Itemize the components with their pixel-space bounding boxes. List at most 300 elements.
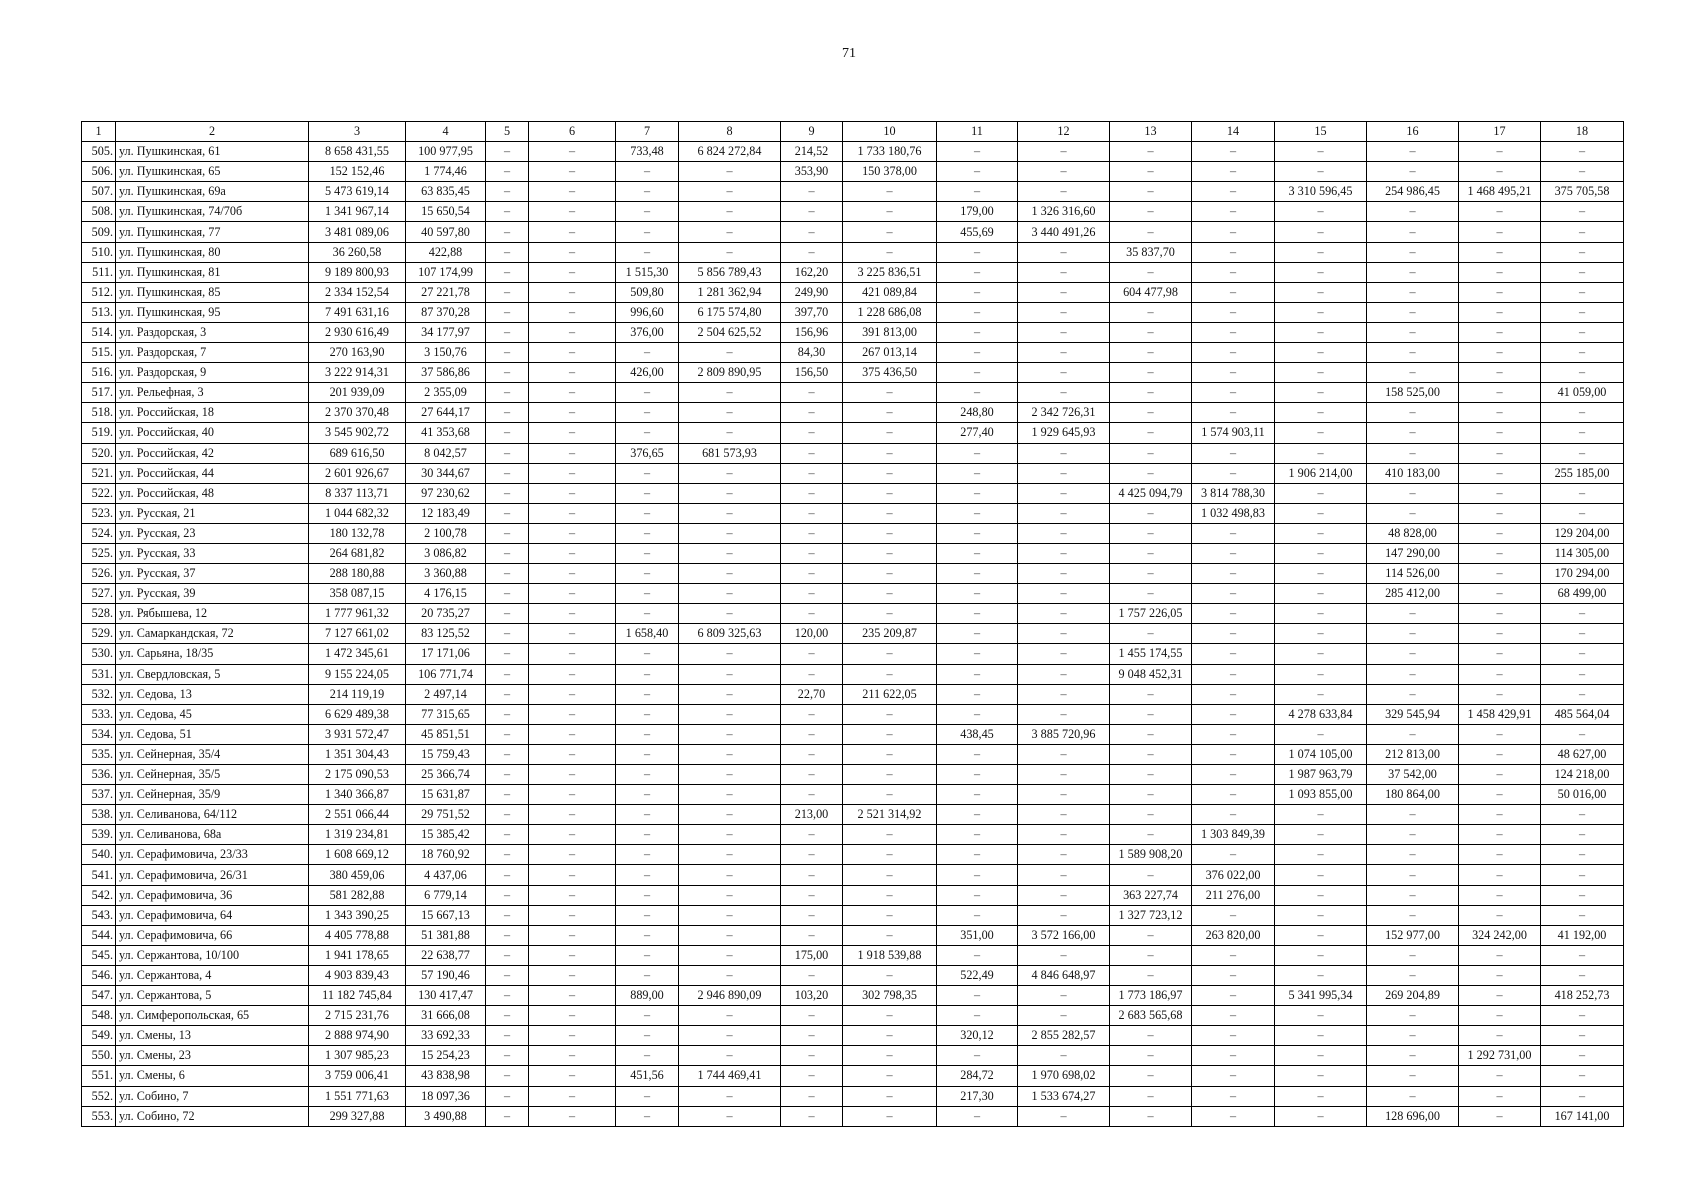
value-cell: – <box>1459 564 1541 584</box>
value-cell: – <box>1110 1046 1192 1066</box>
value-cell: – <box>1192 1006 1275 1026</box>
value-cell: – <box>1541 302 1624 322</box>
table-row <box>82 343 1624 363</box>
value-cell: – <box>1275 724 1367 744</box>
value-cell: – <box>1110 142 1192 162</box>
value-cell: – <box>1192 684 1275 704</box>
value-cell: – <box>781 704 843 724</box>
value-cell: – <box>1275 363 1367 383</box>
value-cell: – <box>937 162 1018 182</box>
value-cell: 3 481 089,06 <box>309 222 406 242</box>
table-row <box>82 463 1624 483</box>
value-cell: 1 327 723,12 <box>1110 905 1192 925</box>
value-cell: – <box>1275 443 1367 463</box>
value-cell: 41 059,00 <box>1541 383 1624 403</box>
address-cell: ул. Смены, 6 <box>116 1066 309 1086</box>
value-cell: – <box>529 363 616 383</box>
value-cell: – <box>1018 262 1110 282</box>
value-cell: – <box>616 403 679 423</box>
value-cell: 214 119,19 <box>309 684 406 704</box>
table-row <box>82 624 1624 644</box>
value-cell: – <box>529 765 616 785</box>
value-cell: 1 319 234,81 <box>309 825 406 845</box>
value-cell: 2 946 890,09 <box>679 986 781 1006</box>
column-header-10: 10 <box>843 122 937 142</box>
value-cell: – <box>1541 322 1624 342</box>
value-cell: – <box>1367 1026 1459 1046</box>
value-cell: – <box>616 1006 679 1026</box>
row-number-cell: 553. <box>82 1106 116 1126</box>
value-cell: – <box>1192 765 1275 785</box>
value-cell: 6 629 489,38 <box>309 704 406 724</box>
table-row <box>82 262 1624 282</box>
value-cell: 15 650,54 <box>406 202 486 222</box>
value-cell: 25 366,74 <box>406 765 486 785</box>
value-cell: – <box>1459 965 1541 985</box>
table-row <box>82 865 1624 885</box>
value-cell: 522,49 <box>937 965 1018 985</box>
value-cell: – <box>1367 443 1459 463</box>
value-cell: 363 227,74 <box>1110 885 1192 905</box>
value-cell: – <box>1018 242 1110 262</box>
value-cell: – <box>1018 142 1110 162</box>
value-cell: – <box>1275 1066 1367 1086</box>
row-number-cell: 545. <box>82 945 116 965</box>
value-cell: – <box>1459 684 1541 704</box>
value-cell: 8 042,57 <box>406 443 486 463</box>
value-cell: 124 218,00 <box>1541 765 1624 785</box>
value-cell: – <box>679 182 781 202</box>
value-cell: – <box>937 865 1018 885</box>
value-cell: 320,12 <box>937 1026 1018 1046</box>
value-cell: – <box>1541 644 1624 664</box>
value-cell: 3 360,88 <box>406 564 486 584</box>
value-cell: 3 931 572,47 <box>309 724 406 744</box>
value-cell: – <box>1275 322 1367 342</box>
table-row <box>82 965 1624 985</box>
table-row <box>82 785 1624 805</box>
table-row <box>82 925 1624 945</box>
value-cell: – <box>1110 503 1192 523</box>
row-number-cell: 537. <box>82 785 116 805</box>
value-cell: – <box>937 483 1018 503</box>
value-cell: – <box>1541 262 1624 282</box>
value-cell: – <box>679 845 781 865</box>
value-cell: – <box>1110 403 1192 423</box>
value-cell: 3 225 836,51 <box>843 262 937 282</box>
row-number-cell: 511. <box>82 262 116 282</box>
table-row <box>82 1066 1624 1086</box>
row-number-cell: 530. <box>82 644 116 664</box>
value-cell: 128 696,00 <box>1367 1106 1459 1126</box>
value-cell: – <box>529 423 616 443</box>
row-number-cell: 518. <box>82 403 116 423</box>
row-number-cell: 512. <box>82 282 116 302</box>
value-cell: – <box>679 664 781 684</box>
value-cell: – <box>1192 724 1275 744</box>
value-cell: – <box>1275 584 1367 604</box>
value-cell: – <box>679 724 781 744</box>
value-cell: 156,50 <box>781 363 843 383</box>
row-number-cell: 519. <box>82 423 116 443</box>
value-cell: – <box>1541 905 1624 925</box>
value-cell: 2 100,78 <box>406 523 486 543</box>
value-cell: 324 242,00 <box>1459 925 1541 945</box>
value-cell: 1 307 985,23 <box>309 1046 406 1066</box>
table-row <box>82 182 1624 202</box>
value-cell: 426,00 <box>616 363 679 383</box>
value-cell: 254 986,45 <box>1367 182 1459 202</box>
value-cell: – <box>1541 483 1624 503</box>
value-cell: – <box>616 805 679 825</box>
value-cell: – <box>529 805 616 825</box>
value-cell: – <box>937 584 1018 604</box>
value-cell: – <box>781 202 843 222</box>
row-number-cell: 523. <box>82 503 116 523</box>
value-cell: – <box>1459 1086 1541 1106</box>
value-cell: 12 183,49 <box>406 503 486 523</box>
value-cell: 87 370,28 <box>406 302 486 322</box>
value-cell: 9 189 800,93 <box>309 262 406 282</box>
value-cell: – <box>1541 343 1624 363</box>
value-cell: 248,80 <box>937 403 1018 423</box>
value-cell: – <box>1459 523 1541 543</box>
value-cell: – <box>1459 222 1541 242</box>
value-cell: 733,48 <box>616 142 679 162</box>
table-row <box>82 724 1624 744</box>
value-cell: – <box>1018 363 1110 383</box>
value-cell: – <box>1541 222 1624 242</box>
value-cell: – <box>1541 202 1624 222</box>
value-cell: – <box>679 925 781 945</box>
value-cell: 7 491 631,16 <box>309 302 406 322</box>
value-cell: – <box>1367 423 1459 443</box>
value-cell: 211 276,00 <box>1192 885 1275 905</box>
value-cell: – <box>529 162 616 182</box>
value-cell: – <box>781 1066 843 1086</box>
value-cell: – <box>1192 142 1275 162</box>
value-cell: – <box>1367 162 1459 182</box>
value-cell: 270 163,90 <box>309 343 406 363</box>
value-cell: – <box>781 885 843 905</box>
value-cell: 255 185,00 <box>1541 463 1624 483</box>
address-cell: ул. Пушкинская, 69а <box>116 182 309 202</box>
value-cell: 1 458 429,91 <box>1459 704 1541 724</box>
value-cell: – <box>1192 1046 1275 1066</box>
value-cell: – <box>486 322 529 342</box>
value-cell: – <box>843 744 937 764</box>
value-cell: – <box>1018 543 1110 563</box>
row-number-cell: 538. <box>82 805 116 825</box>
address-cell: ул. Русская, 33 <box>116 543 309 563</box>
value-cell: – <box>1018 343 1110 363</box>
value-cell: 1 228 686,08 <box>843 302 937 322</box>
value-cell: – <box>781 905 843 925</box>
value-cell: 114 526,00 <box>1367 564 1459 584</box>
value-cell: – <box>529 564 616 584</box>
value-cell: – <box>1459 403 1541 423</box>
value-cell: – <box>1275 925 1367 945</box>
table-row <box>82 322 1624 342</box>
table-row <box>82 905 1624 925</box>
table-row <box>82 383 1624 403</box>
value-cell: – <box>1018 584 1110 604</box>
value-cell: – <box>1275 302 1367 322</box>
value-cell: – <box>937 664 1018 684</box>
value-cell: – <box>843 503 937 523</box>
row-number-cell: 517. <box>82 383 116 403</box>
address-cell: ул. Серафимовича, 36 <box>116 885 309 905</box>
row-number-cell: 543. <box>82 905 116 925</box>
value-cell: – <box>1275 222 1367 242</box>
value-cell: – <box>1541 865 1624 885</box>
table-row <box>82 604 1624 624</box>
value-cell: – <box>1192 282 1275 302</box>
value-cell: – <box>937 443 1018 463</box>
value-cell: – <box>486 604 529 624</box>
table-row <box>82 644 1624 664</box>
table-row <box>82 202 1624 222</box>
value-cell: 4 437,06 <box>406 865 486 885</box>
value-cell: – <box>781 483 843 503</box>
value-cell: – <box>486 262 529 282</box>
value-cell: – <box>1459 162 1541 182</box>
value-cell: – <box>937 463 1018 483</box>
value-cell: – <box>1192 564 1275 584</box>
value-cell: 18 097,36 <box>406 1086 486 1106</box>
value-cell: 29 751,52 <box>406 805 486 825</box>
value-cell: – <box>616 684 679 704</box>
value-cell: – <box>616 564 679 584</box>
table-row <box>82 503 1624 523</box>
column-header-11: 11 <box>937 122 1018 142</box>
address-cell: ул. Русская, 37 <box>116 564 309 584</box>
value-cell: 2 370 370,48 <box>309 403 406 423</box>
value-cell: 167 141,00 <box>1541 1106 1624 1126</box>
value-cell: 162,20 <box>781 262 843 282</box>
value-cell: – <box>1367 865 1459 885</box>
value-cell: 3 814 788,30 <box>1192 483 1275 503</box>
value-cell: – <box>1192 543 1275 563</box>
value-cell: – <box>486 644 529 664</box>
table-row <box>82 1046 1624 1066</box>
value-cell: – <box>486 222 529 242</box>
address-cell: ул. Серафимовича, 66 <box>116 925 309 945</box>
value-cell: 2 497,14 <box>406 684 486 704</box>
value-cell: – <box>1192 785 1275 805</box>
value-cell: – <box>486 624 529 644</box>
value-cell: – <box>616 925 679 945</box>
value-cell: 120,00 <box>781 624 843 644</box>
value-cell: 581 282,88 <box>309 885 406 905</box>
value-cell: – <box>486 142 529 162</box>
value-cell: – <box>1541 624 1624 644</box>
value-cell: – <box>843 523 937 543</box>
address-cell: ул. Седова, 13 <box>116 684 309 704</box>
value-cell: – <box>1459 262 1541 282</box>
value-cell: – <box>1110 1066 1192 1086</box>
value-cell: – <box>781 825 843 845</box>
value-cell: 1 074 105,00 <box>1275 744 1367 764</box>
value-cell: – <box>679 1046 781 1066</box>
value-cell: – <box>1541 945 1624 965</box>
value-cell: – <box>486 343 529 363</box>
value-cell: – <box>1018 845 1110 865</box>
value-cell: – <box>843 845 937 865</box>
value-cell: – <box>529 704 616 724</box>
value-cell: – <box>1275 845 1367 865</box>
row-number-cell: 539. <box>82 825 116 845</box>
value-cell: – <box>781 242 843 262</box>
value-cell: – <box>679 704 781 724</box>
value-cell: – <box>1367 845 1459 865</box>
value-cell: – <box>781 383 843 403</box>
value-cell: – <box>843 965 937 985</box>
table-row <box>82 242 1624 262</box>
value-cell: 170 294,00 <box>1541 564 1624 584</box>
value-cell: – <box>1192 403 1275 423</box>
value-cell: – <box>937 825 1018 845</box>
value-cell: 422,88 <box>406 242 486 262</box>
value-cell: 107 174,99 <box>406 262 486 282</box>
value-cell: 15 254,23 <box>406 1046 486 1066</box>
table-row <box>82 1006 1624 1026</box>
value-cell: – <box>937 302 1018 322</box>
value-cell: – <box>1275 242 1367 262</box>
value-cell: – <box>1367 1046 1459 1066</box>
value-cell: – <box>1459 905 1541 925</box>
address-cell: ул. Пушкинская, 65 <box>116 162 309 182</box>
value-cell: – <box>937 885 1018 905</box>
value-cell: – <box>1110 222 1192 242</box>
value-cell: 1 341 967,14 <box>309 202 406 222</box>
value-cell: – <box>486 965 529 985</box>
value-cell: – <box>486 845 529 865</box>
value-cell: – <box>937 684 1018 704</box>
value-cell: – <box>1018 865 1110 885</box>
table-row <box>82 363 1624 383</box>
address-cell: ул. Сарьяна, 18/35 <box>116 644 309 664</box>
value-cell: – <box>843 1006 937 1026</box>
value-cell: – <box>486 403 529 423</box>
value-cell: – <box>781 1026 843 1046</box>
address-cell: ул. Пушкинская, 74/70б <box>116 202 309 222</box>
value-cell: – <box>1459 1106 1541 1126</box>
value-cell: 51 381,88 <box>406 925 486 945</box>
value-cell: – <box>1367 684 1459 704</box>
row-number-cell: 510. <box>82 242 116 262</box>
value-cell: – <box>1275 604 1367 624</box>
value-cell: – <box>1541 604 1624 624</box>
value-cell: 3 150,76 <box>406 343 486 363</box>
row-number-cell: 534. <box>82 724 116 744</box>
value-cell: – <box>843 1086 937 1106</box>
value-cell: – <box>1110 1106 1192 1126</box>
value-cell: – <box>1110 684 1192 704</box>
column-header-13: 13 <box>1110 122 1192 142</box>
value-cell: – <box>1275 403 1367 423</box>
value-cell: – <box>616 765 679 785</box>
value-cell: – <box>1018 322 1110 342</box>
value-cell: 1 340 366,87 <box>309 785 406 805</box>
value-cell: – <box>937 1046 1018 1066</box>
value-cell: – <box>1192 805 1275 825</box>
value-cell: 380 459,06 <box>309 865 406 885</box>
value-cell: 1 774,46 <box>406 162 486 182</box>
value-cell: 329 545,94 <box>1367 704 1459 724</box>
value-cell: – <box>1367 483 1459 503</box>
value-cell: – <box>486 744 529 764</box>
value-cell: 1 589 908,20 <box>1110 845 1192 865</box>
value-cell: – <box>1192 905 1275 925</box>
value-cell: – <box>1018 182 1110 202</box>
value-cell: – <box>843 242 937 262</box>
value-cell: – <box>529 865 616 885</box>
value-cell: – <box>529 1106 616 1126</box>
value-cell: – <box>616 845 679 865</box>
row-number-cell: 508. <box>82 202 116 222</box>
value-cell: – <box>781 584 843 604</box>
value-cell: – <box>1275 945 1367 965</box>
value-cell: – <box>1275 483 1367 503</box>
value-cell: – <box>1367 644 1459 664</box>
value-cell: – <box>781 403 843 423</box>
value-cell: – <box>529 604 616 624</box>
value-cell: – <box>529 825 616 845</box>
table-row <box>82 704 1624 724</box>
column-header-3: 3 <box>309 122 406 142</box>
value-cell: – <box>1367 302 1459 322</box>
row-number-cell: 514. <box>82 322 116 342</box>
address-cell: ул. Смены, 13 <box>116 1026 309 1046</box>
value-cell: – <box>486 664 529 684</box>
table-row <box>82 222 1624 242</box>
value-cell: – <box>781 724 843 744</box>
table-row <box>82 805 1624 825</box>
value-cell: – <box>937 765 1018 785</box>
value-cell: – <box>1192 965 1275 985</box>
row-number-cell: 529. <box>82 624 116 644</box>
value-cell: – <box>781 785 843 805</box>
value-cell: – <box>529 523 616 543</box>
value-cell: – <box>679 1006 781 1026</box>
value-cell: – <box>486 724 529 744</box>
value-cell: – <box>1459 343 1541 363</box>
value-cell: – <box>1541 845 1624 865</box>
value-cell: 48 627,00 <box>1541 744 1624 764</box>
value-cell: – <box>1192 584 1275 604</box>
value-cell: – <box>937 744 1018 764</box>
value-cell: – <box>1192 644 1275 664</box>
value-cell: 996,60 <box>616 302 679 322</box>
value-cell: – <box>1459 242 1541 262</box>
address-cell: ул. Российская, 42 <box>116 443 309 463</box>
value-cell: – <box>486 443 529 463</box>
value-cell: 1 744 469,41 <box>679 1066 781 1086</box>
value-cell: 1 918 539,88 <box>843 945 937 965</box>
value-cell: – <box>1459 443 1541 463</box>
value-cell: – <box>937 905 1018 925</box>
address-cell: ул. Смены, 23 <box>116 1046 309 1066</box>
value-cell: – <box>1018 785 1110 805</box>
row-number-cell: 520. <box>82 443 116 463</box>
value-cell: – <box>529 242 616 262</box>
value-cell: – <box>1018 162 1110 182</box>
value-cell: – <box>679 885 781 905</box>
value-cell: – <box>529 986 616 1006</box>
value-cell: – <box>1018 684 1110 704</box>
value-cell: – <box>937 945 1018 965</box>
